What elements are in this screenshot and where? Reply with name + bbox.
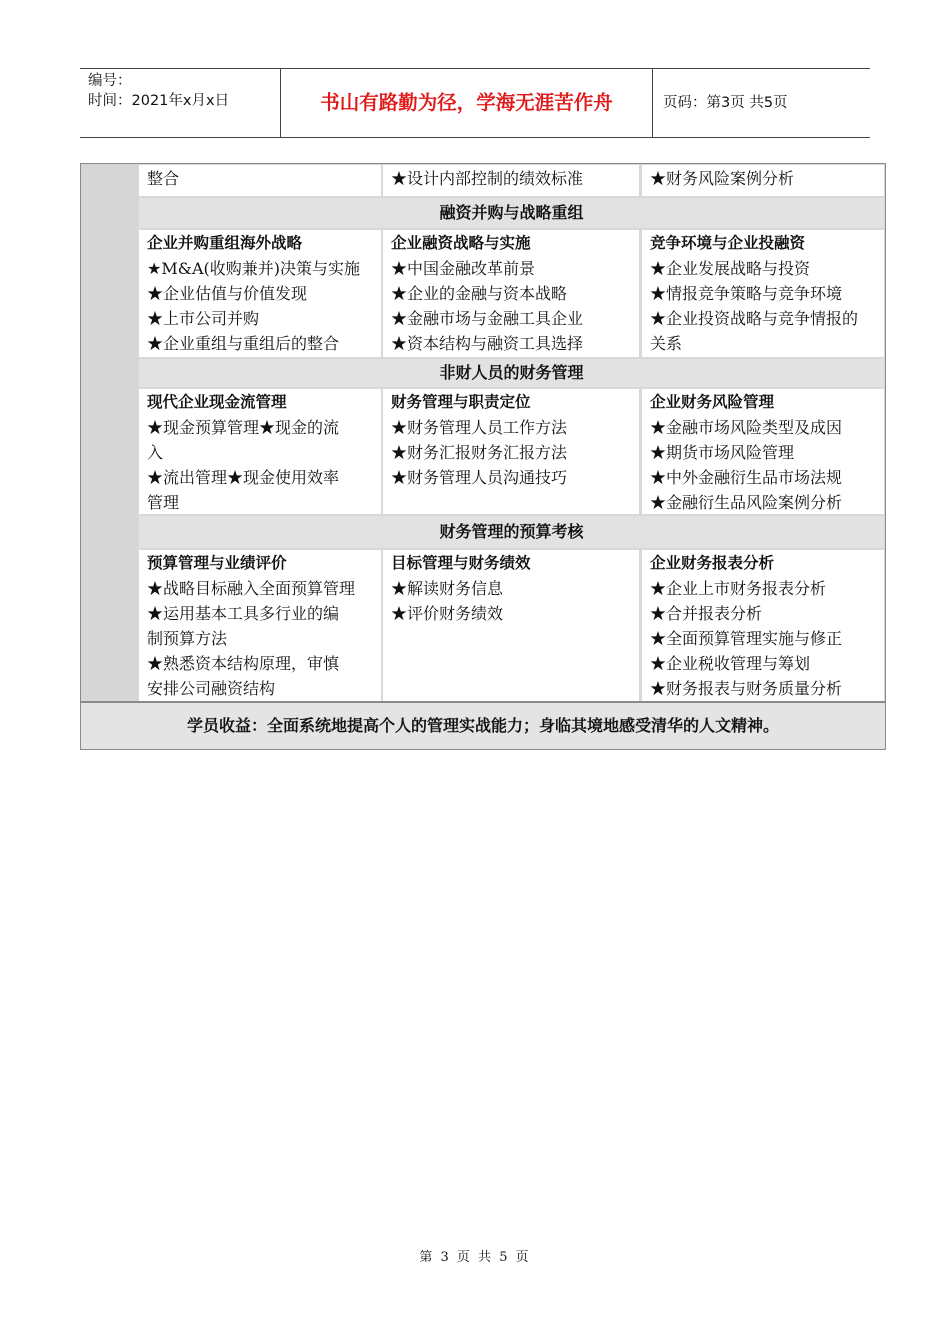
table-cell [139,389,381,514]
cell-line: ★情报竞争策略与竞争环境 [650,284,843,303]
section-title-nonfinancial: 非财人员的财务管理 [139,359,884,387]
cell-heading: 企业财务报表分析 [650,554,775,572]
cell-heading: 现代企业现金流管理 [147,393,287,411]
student-benefit-row: 学员收益：全面系统地提高个人的管理实战能力；身临其境地感受清华的人文精神。 [81,701,885,749]
header-meta [80,69,281,137]
cell-line: ★企业重组与重组后的整合 [147,334,340,353]
table-cell [139,550,381,701]
cell-line: ★财务风险案例分析 [650,169,795,188]
cell-line: ★全面预算管理实施与修正 [650,629,843,648]
cell-line: 入 [147,443,164,462]
cell-heading: 企业并购重组海外战略 [147,234,303,252]
page-header [80,68,870,138]
cell-heading: 企业融资战略与实施 [391,234,531,252]
cell-line: ★中国金融改革前景 [391,259,536,278]
cell-heading: 竞争环境与企业投融资 [650,234,806,252]
document-number-label: 编号： [88,73,132,89]
section-title-budget: 财务管理的预算考核 [139,516,884,548]
cell-heading: 财务管理与职责定位 [391,393,531,411]
cell-heading: 预算管理与业绩评价 [147,554,287,572]
table-cell [383,165,639,196]
section-title-financing-ma: 融资并购与战略重组 [139,198,884,228]
table-cell [139,230,381,357]
table-cell [383,230,639,357]
cell-line: 安排公司融资结构 [147,679,276,698]
cell-line: ★金融衍生品风险案例分析 [650,493,843,512]
document-date: 时间：2021年x月x日 [88,93,230,109]
cell-line: ★财务汇报财务汇报方法 [391,443,568,462]
cell-line: ★熟悉资本结构原理，审慎 [147,654,340,673]
cell-line: ★财务管理人员工作方法 [391,418,568,437]
cell-line: 管理 [147,493,180,512]
table-cell [383,550,639,701]
cell-line: ★上市公司并购 [147,309,260,328]
table-left-column [81,164,138,701]
cell-line: ★期货市场风险管理 [650,443,795,462]
table-cell [642,389,884,514]
cell-line: ★企业发展战略与投资 [650,259,811,278]
cell-line: ★企业的金融与资本战略 [391,284,568,303]
cell-line: ★现金预算管理★现金的流 [147,418,340,437]
cell-heading: 企业财务风险管理 [650,393,775,411]
cell-line: ★财务管理人员沟通技巧 [391,468,568,487]
table-cell [642,550,884,701]
cell-line: 整合 [147,169,180,188]
cell-line: ★流出管理★现金使用效率 [147,468,340,487]
cell-line: 关系 [650,334,683,353]
cell-line: ★资本结构与融资工具选择 [391,334,584,353]
header-motto: 书山有路勤为径，学海无涯苦作舟 [281,69,653,137]
cell-line: ★解读财务信息 [391,579,504,598]
cell-line: ★M&A(收购兼并)决策与实施 [147,259,361,278]
cell-line: ★运用基本工具多行业的编 [147,604,340,623]
cell-line: ★中外金融衍生品市场法规 [650,468,843,487]
table-cell [139,165,381,196]
cell-line: ★评价财务绩效 [391,604,504,623]
cell-line: ★金融市场与金融工具企业 [391,309,584,328]
cell-line: ★战略目标融入全面预算管理 [147,579,356,598]
table-cell [642,165,884,196]
page-number: 第 3 页 共 5 页 [419,1250,531,1265]
cell-line: ★合并报表分析 [650,604,763,623]
cell-line: ★企业上市财务报表分析 [650,579,827,598]
cell-line: ★设计内部控制的绩效标准 [391,169,584,188]
cell-heading: 目标管理与财务绩效 [391,554,531,572]
cell-line: ★金融市场风险类型及成因 [650,418,843,437]
course-table [80,163,886,750]
header-page-code: 页码：第3页 共5页 [663,95,788,111]
cell-line: 制预算方法 [147,629,228,648]
cell-line: ★财务报表与财务质量分析 [650,679,843,698]
cell-line: ★企业投资战略与竞争情报的 [650,309,859,328]
table-cell [383,389,639,514]
cell-line: ★企业税收管理与筹划 [650,654,811,673]
cell-line: ★企业估值与价值发现 [147,284,308,303]
table-cell [642,230,884,357]
